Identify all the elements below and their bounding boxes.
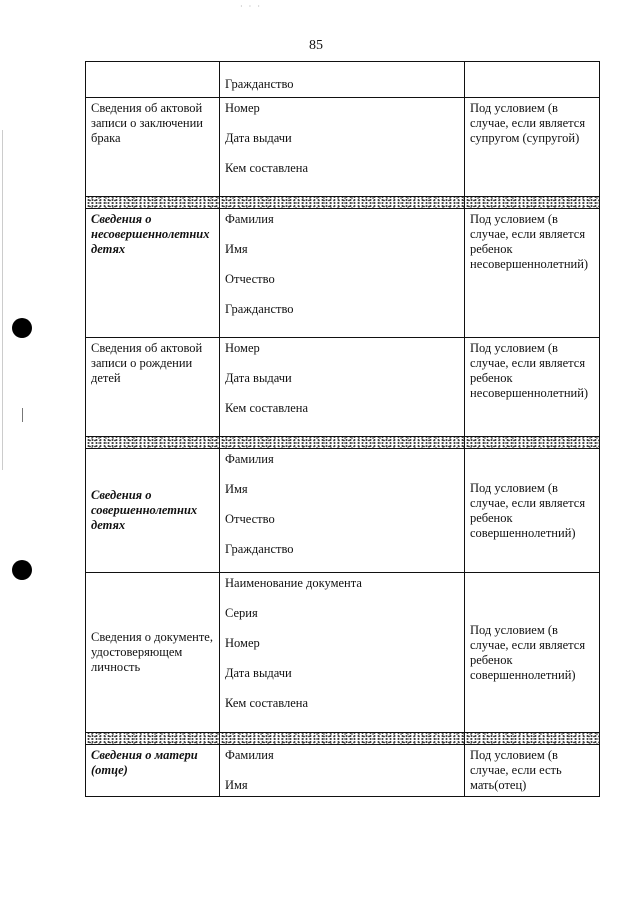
field-label: Дата выдачи — [225, 371, 292, 385]
field-label: Отчество — [225, 272, 275, 286]
title-cell — [86, 62, 220, 98]
punch-hole — [12, 318, 32, 338]
table-row — [86, 98, 600, 197]
condition-cell: Под условием (в случае, если является ребенок несовершеннолетний) — [465, 338, 600, 437]
field-label: Серия — [225, 606, 258, 620]
field-label: Дата выдачи — [225, 666, 292, 680]
fields-cell — [220, 573, 465, 733]
fields-cell — [220, 745, 465, 797]
section-title-cell: Сведения о несовершеннолетних детях — [86, 209, 220, 338]
condition-cell: Под условием (в случае, если является ребенок совершеннолетний) — [465, 449, 600, 573]
condition-cell: Под условием (в случае, если есть мать(отец) — [465, 745, 600, 797]
condition-cell: Под условием (в случае, если является ребенок совершеннолетний) — [465, 573, 600, 733]
field-label: Фамилия — [225, 212, 274, 226]
page-number: 85 — [309, 38, 323, 53]
field-label: Кем составлена — [225, 401, 309, 415]
field-label: Наименование документа — [225, 576, 362, 590]
table-row — [86, 338, 600, 437]
table-row — [86, 62, 600, 98]
field-label: Имя — [225, 482, 248, 496]
scan-edge — [2, 130, 3, 470]
fields-cell — [220, 449, 465, 573]
field-label: Гражданство — [225, 302, 294, 316]
fields-cell — [220, 62, 465, 98]
field-label: Фамилия — [225, 748, 274, 762]
field-label: Номер — [225, 101, 260, 115]
table-row — [86, 745, 600, 797]
field-label: Гражданство — [225, 542, 294, 556]
scan-mark — [22, 408, 23, 422]
scan-top-mark: · · · — [240, 2, 262, 11]
table-row — [86, 573, 600, 733]
title-cell: Сведения об актовой записи о рождении детей — [86, 338, 220, 437]
table-row — [86, 449, 600, 573]
section-title-cell: Сведения о совершеннолетних детях — [86, 449, 220, 573]
scan-noise-row — [86, 733, 600, 745]
fields-cell — [220, 98, 465, 197]
field-label: Имя — [225, 242, 248, 256]
condition-cell: Под условием (в случае, если является ребенок несовершеннолетний) — [465, 209, 600, 338]
table-row — [86, 209, 600, 338]
field-label: Фамилия — [225, 452, 274, 466]
fields-cell — [220, 209, 465, 338]
data-table — [85, 61, 600, 797]
fields-cell — [220, 338, 465, 437]
field-label: Кем составлена — [225, 161, 309, 175]
field-label: Гражданство — [225, 77, 294, 91]
field-label: Отчество — [225, 512, 275, 526]
field-label: Имя — [225, 778, 248, 792]
field-label: Дата выдачи — [225, 131, 292, 145]
title-cell: Сведения о документе, удостоверяющем личность — [86, 573, 220, 733]
scan-noise-row — [86, 197, 600, 209]
title-cell: Сведения об актовой записи о заключении брака — [86, 98, 220, 197]
condition-cell: Под условием (в случае, если является супругом (супругой) — [465, 98, 600, 197]
section-title-cell: Сведения о матери (отце) — [86, 745, 220, 797]
field-label: Номер — [225, 636, 260, 650]
scan-noise-row — [86, 437, 600, 449]
field-label: Кем составлена — [225, 696, 309, 710]
field-label: Номер — [225, 341, 260, 355]
punch-hole — [12, 560, 32, 580]
condition-cell — [465, 62, 600, 98]
